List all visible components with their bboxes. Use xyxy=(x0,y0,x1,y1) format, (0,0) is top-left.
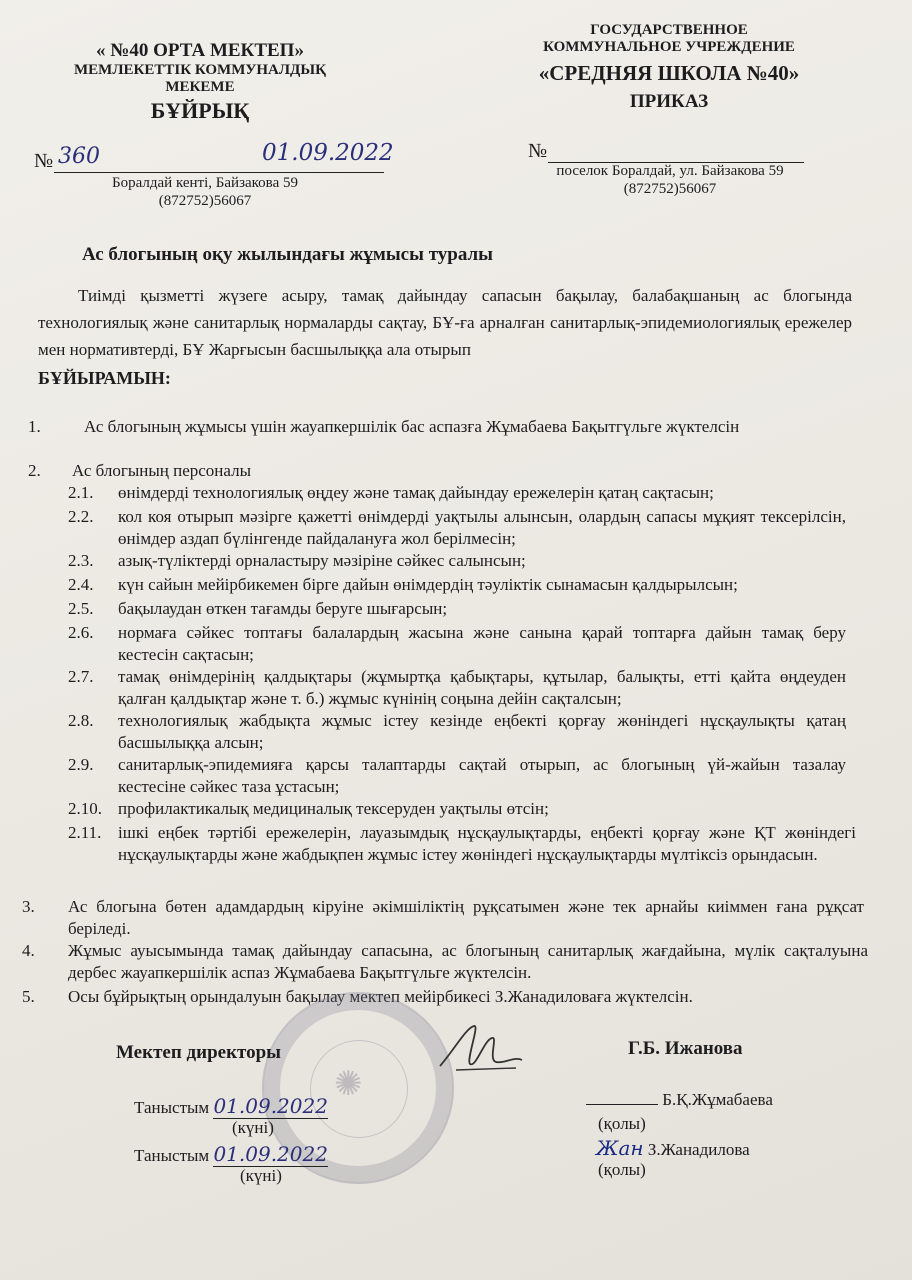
header-left xyxy=(40,40,360,124)
item-text: азық-түліктерді орналастыру мәзіріне сәйкес салынсын; xyxy=(118,551,526,570)
item-text: бақылаудан өткен тағамды беруге шығарсын; xyxy=(118,599,448,618)
item-number: 2.5. xyxy=(68,599,94,618)
item-text: күн сайын мейірбикемен бірге дайын өнімдердің тәуліктік сынамасын қалдырылсын; xyxy=(118,575,738,594)
list-item xyxy=(68,482,846,504)
address-right xyxy=(530,162,810,198)
list-item xyxy=(68,798,846,820)
director-label: Мектеп директоры xyxy=(116,1042,282,1063)
list-item xyxy=(68,506,846,550)
address-ru: поселок Боралдай, ул. Байзакова 59 xyxy=(556,163,784,179)
item-number: 2.8. xyxy=(68,711,94,730)
order-word-kz: БҰЙРЫҚ xyxy=(150,98,250,124)
document-title: Ас блогының оқу жылындағы жұмысы туралы xyxy=(82,244,494,265)
item-text: санитарлық-эпидемияға қарсы талаптарды сақтай отырып, ас блогының үй-жайын тазалау кестесіне сәйкес таза ұстасын; xyxy=(118,755,846,796)
order-number-right xyxy=(528,140,808,163)
sign-label-1: (қолы) xyxy=(598,1114,646,1133)
item-number: 2.10. xyxy=(68,799,102,818)
person1-sign-line xyxy=(586,1088,658,1105)
stamp-emblem-icon: ✺ xyxy=(334,1066,363,1103)
person1-row xyxy=(586,1088,773,1110)
item-number: 2.9. xyxy=(68,755,94,774)
item-number: 4. xyxy=(22,941,35,960)
preamble-text: Тиімді қызметті жүзеге асыру, тамақ дайындау сапасын бақылау, балабақшаның ас блогында технологиялық және санитарлық нормаларды сақтау, БҰ-ға арналған санитарлық-эпидемиологиялық ережелер мен нормативтерді, БҰ Жарғысын басшылыққа ала отырып xyxy=(38,286,852,359)
item-text: Осы бұйрықтың орындалуын бақылау мектеп мейірбикесі З.Жанадиловаға жүктелсін. xyxy=(68,987,693,1006)
ack-row-2 xyxy=(134,1142,328,1167)
person2-row xyxy=(596,1136,750,1160)
item-text: Ас блогының жұмысы үшін жауапкершілік бас аспазға Жұмабаева Бақытгүльге жүктелсін xyxy=(84,417,740,436)
order-word: БҰЙЫРАМЫН: xyxy=(38,368,171,388)
ack-label-2: Таныстым xyxy=(134,1146,210,1165)
ack-date-1: 01.09.2022 xyxy=(213,1094,328,1118)
day-label-1: (күні) xyxy=(232,1118,274,1137)
list-item xyxy=(22,986,868,1008)
phone-kz: (872752)56067 xyxy=(158,193,252,209)
item-text: Ас блогына бөтен адамдардың кіруіне әкімшіліктің рұқсатымен және тек арнайы киіммен ғана рұқсат беріледі. xyxy=(68,897,864,938)
list-item xyxy=(22,896,864,940)
item-number: 2.1. xyxy=(68,483,94,502)
list-item xyxy=(68,710,846,754)
list-item xyxy=(68,666,846,710)
director-name: Г.Б. Ижанова xyxy=(628,1038,743,1059)
item-text: Ас блогының персоналы xyxy=(72,461,252,480)
order-number-handwritten: 360 xyxy=(58,144,100,169)
sign-label-2: (қолы) xyxy=(598,1160,646,1179)
list-item xyxy=(68,754,846,798)
preamble xyxy=(38,282,852,363)
number-prefix-right: № xyxy=(528,140,548,162)
person1-name: Б.Қ.Жұмабаева xyxy=(662,1090,773,1109)
item-number: 5. xyxy=(22,987,35,1006)
number-prefix-left: № xyxy=(34,150,54,172)
item-number: 2.3. xyxy=(68,551,94,570)
institution-type-kz: МЕМЛЕКЕТТІК КОММУНАЛДЫҚ МЕКЕМЕ xyxy=(74,61,326,96)
address-left xyxy=(70,174,340,210)
item-number: 2.11. xyxy=(68,823,102,842)
list-item xyxy=(68,598,846,620)
person2-signature-hand: Жан xyxy=(596,1136,644,1160)
header-right xyxy=(494,22,844,112)
list-item xyxy=(68,822,856,866)
address-kz: Боралдай кенті, Байзакова 59 xyxy=(112,175,298,191)
item-number: 1. xyxy=(28,417,41,436)
item-number: 2.2. xyxy=(68,507,94,526)
ack-row-1 xyxy=(134,1094,328,1119)
item-text: Жұмыс ауысымында тамақ дайындау сапасына, ас блогының санитарлық жағдайына, мүлік сақталуына дербес жауапкершілік аспаз Жұмабаева Бақытгүльге жүктелсін. xyxy=(68,941,868,982)
list-item xyxy=(68,550,846,572)
day-label-2: (күні) xyxy=(240,1166,282,1185)
item-text: кол коя отырып мәзірге қажетті өнімдерді уақтылы алынсын, олардың сапасы мұқият тексерілсін, өнімдер аздап бүлінгенде пайдалануға жол берілмесін; xyxy=(118,507,846,548)
ack-date-2: 01.09.2022 xyxy=(213,1142,328,1166)
person2-name: З.Жанадилова xyxy=(647,1140,750,1159)
item-text: технологиялық жабдықта жұмыс істеу кезінде еңбекті қорғау жөніндегі нұсқаулықты қатаң басшылыққа алсын; xyxy=(118,711,846,752)
item-text: нормаға сәйкес топтағы балалардың жасына және санына қарай топтарға дайын тамақ беру кестесін сақтасын; xyxy=(118,623,846,664)
order-date-handwritten: 01.09.2022 xyxy=(262,140,394,166)
phone-ru: (872752)56067 xyxy=(623,181,717,197)
list-item xyxy=(28,460,848,482)
list-item xyxy=(28,416,848,438)
ack-label-1: Таныстым xyxy=(134,1098,210,1117)
item-number: 3. xyxy=(22,897,35,916)
list-item xyxy=(68,574,846,596)
order-word-ru: ПРИКАЗ xyxy=(629,90,709,112)
item-number: 2.4. xyxy=(68,575,94,594)
school-name-kz: « №40 ОРТА МЕКТЕП» xyxy=(96,40,304,61)
item-number: 2. xyxy=(28,461,41,480)
director-signature xyxy=(436,1020,526,1076)
item-number: 2.6. xyxy=(68,623,94,642)
order-number-left xyxy=(34,140,394,173)
item-text: профилактикалық медициналық тексеруден уақтылы өтсін; xyxy=(118,799,549,818)
item-text: өнімдерді технологиялық өңдеу және тамақ дайындау ережелерін қатаң сақтасын; xyxy=(118,483,714,502)
number-line-right xyxy=(548,140,804,163)
list-item xyxy=(68,622,846,666)
institution-type-ru: ГОСУДАРСТВЕННОЕ КОММУНАЛЬНОЕ УЧРЕЖДЕНИЕ xyxy=(543,22,795,56)
item-text: ішкі еңбек тәртібі ережелерін, лауазымдық нұсқаулықтарды, еңбекті қорғау және ҚТ жөніндегі нұсқаулықтарды және жабдықпен жұмыс істеу жөніндегі нұсқаулықтарды мүлтіксіз орындасын. xyxy=(118,823,856,864)
item-number: 2.7. xyxy=(68,667,94,686)
item-text: тамақ өнімдерінің қалдықтары (жұмыртқа қабықтары, құтылар, балықты, етті қайта өңдеуден қалған қалдықтар және т. б.) жұмыс күнінің соңына дейін сақталсын; xyxy=(118,667,846,708)
list-item xyxy=(22,940,868,984)
school-name-ru: «СРЕДНЯЯ ШКОЛА №40» xyxy=(538,60,800,85)
